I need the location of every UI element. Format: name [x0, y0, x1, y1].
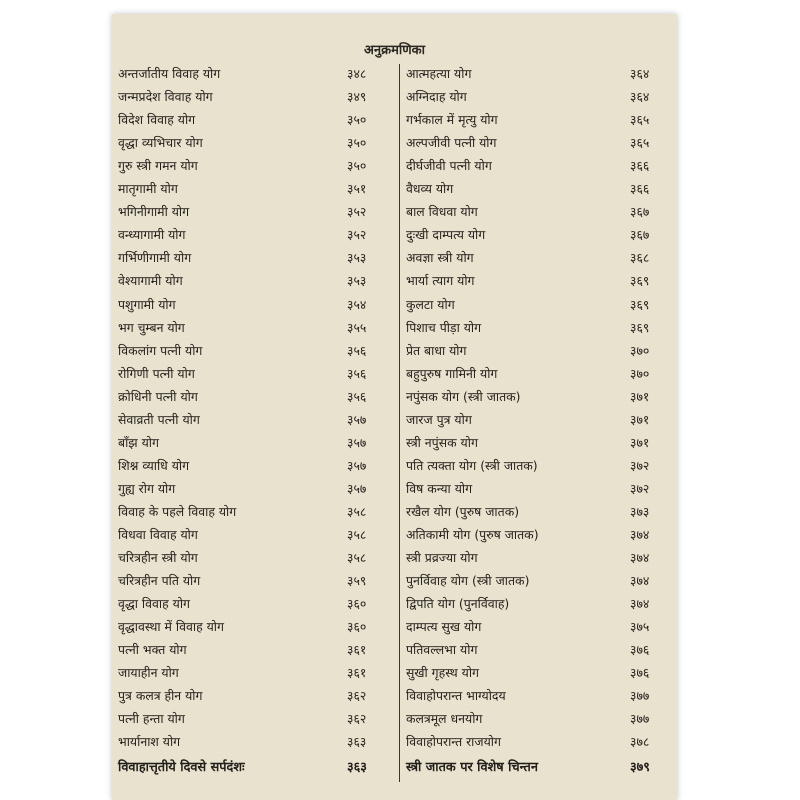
left-entry-title: सेवाव्रती पत्नी योग — [118, 411, 200, 427]
right-entry-title: वैधव्य योग — [406, 181, 454, 197]
right-entry-page: ३७१ — [630, 411, 650, 427]
toc-row — [112, 592, 677, 614]
right-entry-title: विवाहोपरान्त राजयोग — [406, 734, 501, 750]
toc-row — [112, 661, 677, 683]
right-entry-title: विवाहोपरान्त भाग्योदय — [406, 688, 506, 704]
right-entry-page: ३७० — [630, 342, 650, 358]
right-entry-page: ३७० — [630, 365, 650, 381]
right-entry-page: ३७५ — [630, 619, 650, 635]
toc-row — [112, 569, 677, 591]
right-entry-title: दुःखी दाम्पत्य योग — [406, 227, 486, 243]
right-entry-page: ३७४ — [630, 596, 650, 612]
toc-row — [112, 523, 677, 545]
toc-row — [112, 546, 677, 568]
left-entry-page: ३५७ — [347, 411, 367, 427]
right-entry-title: अवज्ञा स्त्री योग — [406, 250, 474, 266]
left-entry-title: चरित्रहीन स्त्री योग — [118, 550, 198, 566]
right-entry-page: ३७३ — [630, 503, 650, 519]
right-entry-page: ३७१ — [630, 388, 650, 404]
left-entry-page: ३४९ — [347, 89, 367, 105]
left-entry-page: ३५३ — [347, 273, 367, 289]
left-entry-title: पत्नी भक्त योग — [118, 642, 187, 658]
left-entry-page: ३५६ — [347, 342, 367, 358]
left-entry-page: ३५१ — [347, 181, 367, 197]
right-entry-page: ३७१ — [630, 434, 650, 450]
left-entry-page: ३५४ — [347, 296, 367, 312]
left-entry-title: वृद्धा विवाह योग — [118, 596, 191, 612]
left-entry-page: ३६० — [347, 596, 367, 612]
right-entry-title: पति त्यक्ता योग (स्त्री जातक) — [406, 457, 538, 473]
toc-row — [112, 408, 677, 430]
right-entry-title: बाल विधवा योग — [406, 204, 478, 220]
right-entry-title: अतिकामी योग (पुरुष जातक) — [406, 527, 539, 542]
toc-row — [112, 500, 677, 522]
left-entry-title: क्रोधिनी पत्नी योग — [118, 388, 198, 404]
left-entry-page: ३५२ — [347, 227, 367, 243]
left-entry-title: चरित्रहीन पति योग — [118, 573, 201, 589]
left-entry-title: वेश्यागामी योग — [118, 273, 183, 289]
right-entry-title: रखैल योग (पुरुष जातक) — [406, 503, 520, 519]
right-entry-page: ३६९ — [630, 319, 650, 335]
left-entry-title: मातृगामी योग — [118, 181, 178, 197]
toc-row — [112, 638, 677, 660]
left-entry-page: ३५८ — [347, 527, 367, 542]
left-entry-page: ३५३ — [347, 250, 367, 266]
toc-row — [112, 154, 677, 176]
right-entry-page: ३६६ — [630, 181, 650, 197]
right-entry-title: अग्निदाह योग — [406, 89, 467, 105]
left-entry-title: शिश्न व्याधि योग — [118, 457, 190, 473]
toc-row — [112, 684, 677, 706]
toc-row — [112, 108, 677, 130]
right-entry-title: विष कन्या योग — [406, 480, 473, 496]
left-entry-page: ३५७ — [347, 434, 367, 450]
toc-row — [112, 707, 677, 729]
toc-row — [112, 316, 677, 338]
right-entry-page: ३६४ — [630, 89, 650, 105]
left-entry-title: वृद्धावस्था में विवाह योग — [118, 619, 224, 635]
left-entry-page: ३६० — [347, 619, 367, 635]
right-entry-page: ३७६ — [630, 665, 650, 681]
right-entry-page: ३७७ — [630, 688, 650, 704]
right-entry-title: कुलटा योग — [406, 296, 455, 312]
right-entry-title: नपुंसक योग (स्त्री जातक) — [406, 388, 521, 404]
toc-row — [112, 85, 677, 107]
right-entry-page: ३७४ — [630, 550, 650, 566]
right-entry-title: दाम्पत्य सुख योग — [406, 619, 482, 635]
right-entry-title: स्त्री प्रव्रज्या योग — [406, 550, 478, 566]
toc-row — [112, 246, 677, 268]
right-entry-title: पतिवल्लभा योग — [406, 642, 478, 658]
toc-row — [112, 200, 677, 222]
right-entry-title: पुनर्विवाह योग (स्त्री जातक) — [406, 573, 530, 589]
left-entry-title: विकलांग पत्नी योग — [118, 342, 203, 358]
right-entry-title: भार्या त्याग योग — [406, 273, 475, 289]
left-entry-page: ३६३ — [347, 759, 367, 775]
left-entry-title: विधवा विवाह योग — [118, 527, 198, 542]
left-entry-page: ३५० — [347, 158, 367, 174]
left-entry-title: विवाह के पहले विवाह योग — [118, 503, 237, 519]
right-entry-page: ३६४ — [630, 66, 650, 81]
right-entry-page: ३७२ — [630, 457, 650, 473]
right-entry-title: पिशाच पीड़ा योग — [406, 319, 482, 335]
toc-row — [112, 730, 677, 752]
right-entry-page: ३७४ — [630, 573, 650, 589]
left-entry-page: ३५० — [347, 112, 367, 128]
right-entry-title: अल्पजीवी पत्नी योग — [406, 135, 497, 151]
left-entry-page: ३५८ — [347, 550, 367, 566]
right-entry-page: ३७४ — [630, 527, 650, 542]
right-entry-page: ३६५ — [630, 135, 650, 151]
left-entry-title: वन्ध्यागामी योग — [118, 227, 186, 243]
left-entry-title: गर्भिणीगामी योग — [118, 250, 192, 266]
left-entry-page: ३५२ — [347, 204, 367, 220]
right-entry-title: स्त्री जातक पर विशेष चिन्तन — [406, 759, 538, 775]
right-entry-page: ३६९ — [630, 296, 650, 312]
toc-row — [112, 339, 677, 361]
right-entry-page: ३७८ — [630, 734, 650, 750]
page-header: अनुक्रमणिका — [363, 43, 426, 58]
book-page — [112, 14, 677, 800]
toc-row — [112, 131, 677, 153]
left-entry-title: गुरु स्त्री गमन योग — [118, 158, 198, 174]
left-entry-title: भग चुम्बन योग — [118, 319, 185, 335]
left-entry-page: ३५८ — [347, 503, 367, 519]
toc-row — [112, 385, 677, 407]
left-entry-title: पुत्र कलत्र हीन योग — [118, 688, 203, 704]
toc-row — [112, 454, 677, 476]
right-entry-title: जारज पुत्र योग — [406, 411, 472, 427]
right-entry-page: ३७९ — [630, 759, 650, 775]
left-entry-title: अन्तर्जातीय विवाह योग — [118, 66, 221, 81]
left-entry-title: पशुगामी योग — [118, 296, 176, 312]
left-entry-page: ३६१ — [347, 665, 367, 681]
left-entry-page: ३५९ — [347, 573, 367, 589]
right-entry-page: ३६५ — [630, 112, 650, 128]
left-entry-page: ३५६ — [347, 388, 367, 404]
toc-row — [112, 754, 677, 776]
left-entry-title: भगिनीगामी योग — [118, 204, 190, 220]
left-entry-page: ३६२ — [347, 688, 367, 704]
toc-row — [112, 477, 677, 499]
left-entry-page: ३६३ — [347, 734, 367, 750]
right-entry-title: बहुपुरुष गामिनी योग — [406, 365, 498, 381]
toc-row — [112, 269, 677, 291]
toc-row — [112, 177, 677, 199]
toc-row — [112, 615, 677, 637]
left-entry-title: रोगिणी पत्नी योग — [118, 365, 195, 381]
left-entry-title: जन्मप्रदेश विवाह योग — [118, 89, 213, 105]
toc-row — [112, 362, 677, 384]
right-entry-page: ३६७ — [630, 204, 650, 220]
right-entry-title: प्रेत बाधा योग — [406, 342, 467, 358]
right-entry-page: ३६८ — [630, 250, 650, 266]
left-entry-page: ३६२ — [347, 711, 367, 727]
right-entry-title: गर्भकाल में मृत्यु योग — [406, 112, 498, 128]
right-entry-page: ३७६ — [630, 642, 650, 658]
left-entry-title: जायाहीन योग — [118, 665, 179, 681]
right-entry-title: स्त्री नपुंसक योग — [406, 434, 478, 450]
right-entry-page: ३६६ — [630, 158, 650, 174]
toc-row — [112, 223, 677, 245]
left-entry-title: पत्नी हन्ता योग — [118, 711, 185, 727]
left-entry-page: ३५७ — [347, 480, 367, 496]
right-entry-page: ३७७ — [630, 711, 650, 727]
toc-row — [112, 293, 677, 315]
right-entry-page: ३६७ — [630, 227, 650, 243]
left-entry-page: ३५० — [347, 135, 367, 151]
right-entry-title: आत्महत्या योग — [406, 66, 472, 81]
left-entry-title: भार्यानाश योग — [118, 734, 181, 750]
right-entry-page: ३७२ — [630, 480, 650, 496]
left-entry-page: ३५७ — [347, 457, 367, 473]
right-entry-title: द्विपति योग (पुनर्विवाह) — [406, 596, 510, 612]
right-entry-title: सुखी गृहस्थ योग — [406, 665, 480, 681]
left-entry-page: ३५५ — [347, 319, 367, 335]
left-entry-page: ३५६ — [347, 365, 367, 381]
toc-row — [112, 62, 677, 84]
right-entry-page: ३६९ — [630, 273, 650, 289]
left-entry-page: ३४८ — [347, 66, 367, 81]
left-entry-title: विवाहात्तृतीये दिवसे सर्पदंशः — [118, 759, 245, 775]
left-entry-title: विदेश विवाह योग — [118, 112, 196, 128]
toc-row — [112, 431, 677, 453]
right-entry-title: कलत्रमूल धनयोग — [406, 711, 483, 727]
right-entry-title: दीर्घजीवी पत्नी योग — [406, 158, 492, 174]
left-entry-title: बाँझ योग — [118, 434, 159, 450]
left-entry-page: ३६१ — [347, 642, 367, 658]
left-entry-title: गुह्य रोग योग — [118, 480, 176, 496]
left-entry-title: वृद्धा व्यभिचार योग — [118, 135, 203, 151]
